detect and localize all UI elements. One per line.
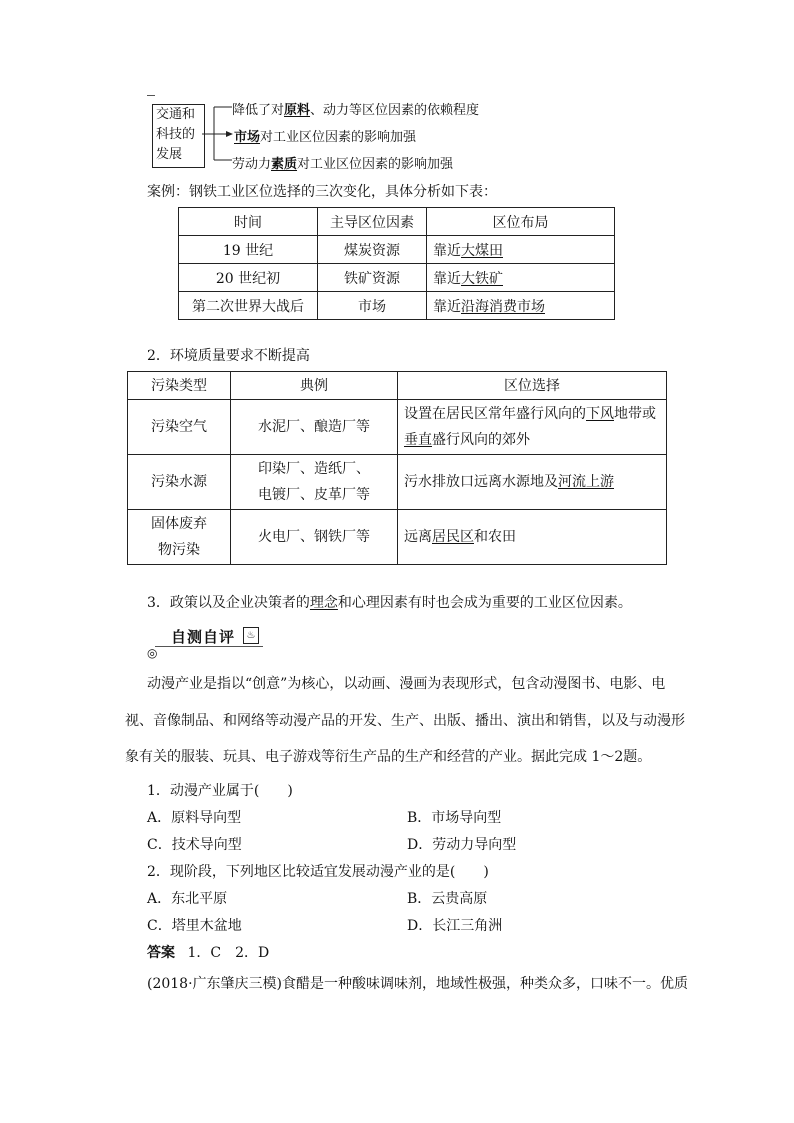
answer-label: 答案 <box>147 945 175 961</box>
box-line: 交通和 <box>156 107 196 122</box>
col-header: 典例 <box>231 372 398 400</box>
question-stem: 1．动漫产业属于( ) <box>147 783 293 799</box>
box-line: 发展 <box>156 147 183 162</box>
col-header: 主导区位因素 <box>318 208 427 236</box>
option: D．长江三角洲 <box>407 918 503 934</box>
option: A．原料导向型 <box>147 810 242 826</box>
self-test-label: 自测自评 <box>171 628 236 646</box>
branch-1: 降低了对原料、动力等区位因素的依赖程度 <box>232 103 480 118</box>
table-row: 污染水源 印染厂、造纸厂、 电镀厂、皮革厂等 污水排放口远离水源地及河流上游 <box>128 455 667 510</box>
key-term: 原料 <box>284 103 311 118</box>
diagram-box <box>152 104 205 168</box>
box-line: 科技的 <box>156 127 196 142</box>
passage-line: 动漫产业是指以“创意”为核心，以动画、漫画为表现形式，包含动漫图书、电影、电 <box>147 676 666 692</box>
table-row: 19 世纪 煤炭资源 靠近大煤田 <box>179 236 615 264</box>
table-row: 20 世纪初 铁矿资源 靠近大铁矿 <box>179 264 615 292</box>
answer-line <box>147 942 269 962</box>
col-header: 时间 <box>179 208 318 236</box>
question-stem: 2．现阶段，下列地区比较适宜发展动漫产业的是( ) <box>147 864 489 880</box>
section-2-title: 2．环境质量要求不断提高 <box>147 348 310 364</box>
option: D．劳动力导向型 <box>407 837 517 853</box>
passage-line: 象有关的服装、玩具、电子游戏等衍生产品的生产和经营的产业。据此完成 1～2题。 <box>125 749 652 765</box>
col-header: 区位布局 <box>427 208 615 236</box>
option: A．东北平原 <box>147 891 228 907</box>
pollution-table <box>127 371 667 565</box>
col-header: 污染类型 <box>128 372 231 400</box>
option: B．云贵高原 <box>407 891 488 907</box>
key-term: 市场 <box>234 130 261 145</box>
option: B．市场导向型 <box>407 810 502 826</box>
diagram-tick <box>147 95 155 96</box>
bracket-connector <box>200 100 236 166</box>
case-text: 案例：钢铁工业区位选择的三次变化，具体分析如下表： <box>147 184 497 200</box>
flame-icon: ♨ <box>243 627 259 644</box>
table-row: 固体废弃 物污染 火电厂、钢铁厂等 远离居民区和农田 <box>128 510 667 565</box>
passage-line: (2018·广东肇庆三模)食醋是一种酸味调味剂，地域性极强，种类众多，口味不一。优质 <box>147 976 689 992</box>
circle-mark-icon: ◎ <box>147 646 158 660</box>
col-header: 区位选择 <box>398 372 667 400</box>
steel-table <box>178 207 615 320</box>
passage-line: 视、音像制品、和网络等动漫产品的开发、生产、出版、播出、演出和销售，以及与动漫形 <box>125 713 685 729</box>
key-term: 素质 <box>271 157 298 172</box>
option: C．塔里木盆地 <box>147 918 242 934</box>
branch-3: 劳动力素质对工业区位因素的影响加强 <box>232 157 454 172</box>
option: C．技术导向型 <box>147 837 242 853</box>
table-row: 第二次世界大战后 市场 靠近沿海消费市场 <box>179 292 615 320</box>
answer-text: 1．C 2．D <box>187 945 270 961</box>
branch-2: 市场对工业区位因素的影响加强 <box>234 130 417 145</box>
table-row: 污染空气 水泥厂、酿造厂等 设置在居民区常年盛行风向的下风地带或 垂直盛行风向的郊外 <box>128 400 667 455</box>
section-3: 3．政策以及企业决策者的理念和心理因素有时也会成为重要的工业区位因素。 <box>147 595 632 611</box>
header-underline <box>155 646 263 647</box>
